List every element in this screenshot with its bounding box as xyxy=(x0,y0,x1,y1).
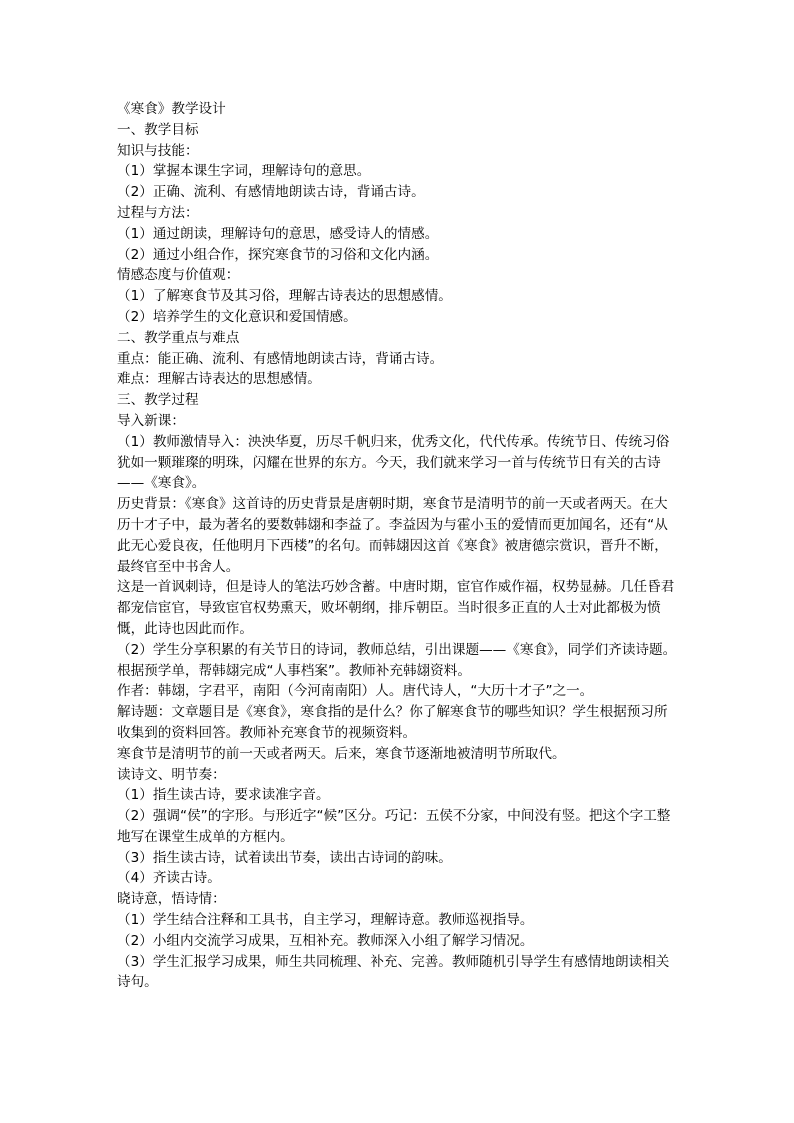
subheading-understanding: 晓诗意，悟诗情： xyxy=(117,891,226,908)
list-item: （4）齐读古诗。 xyxy=(117,870,221,887)
paragraph: 寒食节是清明节的前一天或者两天。后来，寒食节逐渐地被清明节所取代。 xyxy=(117,745,566,762)
subheading-intro: 导入新课： xyxy=(117,412,185,429)
paragraph: 根据预学单，帮韩翃完成“人事档案”。教师补充韩翃资料。 xyxy=(117,662,471,679)
paragraph: 历史背景：《寒食》这首诗的历史背景是唐朝时期，寒食节是清明节的前一天或者两天。在大历十才子中，最为著名的要数韩翃和李益了。李益因为与霍小玉的爱情而更加闻名，还有“从此无心爱良夜，任他明月下西楼”的名句。而韩翃因这首《寒食》被唐德宗赏识，晋升不断，最终官至中书舍人。 xyxy=(117,496,668,575)
subheading-process: 过程与方法： xyxy=(117,204,199,221)
subheading-knowledge: 知识与技能： xyxy=(117,142,199,159)
subheading-emotion: 情感态度与价值观： xyxy=(117,267,240,284)
list-item: （1）了解寒食节及其习俗，理解古诗表达的思想感情。 xyxy=(117,288,452,305)
section-heading-objectives: 一、教学目标 xyxy=(117,121,199,138)
document-page xyxy=(117,99,679,993)
difficult-point: 难点：理解古诗表达的思想感情。 xyxy=(117,371,321,388)
paragraph: 解诗题：文章题目是《寒食》，寒食指的是什么？你了解寒食节的哪些知识？学生根据预习所收集到的资料回答。教师补充寒食节的视频资料。 xyxy=(117,704,668,741)
list-item: （2）强调“侯”的字形。与形近字“候”区分。巧记：五侯不分家，中间没有竖。把这个字工整地写在课堂生成单的方框内。 xyxy=(117,808,671,845)
section-heading-focus: 二、教学重点与难点 xyxy=(117,329,240,346)
paragraph: （2）学生分享积累的有关节日的诗词，教师总结，引出课题——《寒食》，同学们齐读诗题。 xyxy=(117,641,677,658)
list-item: （2）通过小组合作，探究寒食节的习俗和文化内涵。 xyxy=(117,246,439,263)
list-item: （2）正确、流利、有感情地朗读古诗，背诵古诗。 xyxy=(117,184,425,201)
list-item: （1）指生读古诗，要求读准字音。 xyxy=(117,787,330,804)
list-item: （1）通过朗读，理解诗句的意思，感受诗人的情感。 xyxy=(117,225,439,242)
list-item: （3）指生读古诗，试着读出节奏，读出古诗词的韵味。 xyxy=(117,849,452,866)
document-title: 《寒食》教学设计 xyxy=(117,101,226,117)
list-item: （3）学生汇报学习成果，师生共同梳理、补充、完善。教师随机引导学生有感情地朗读相关诗句。 xyxy=(117,953,670,991)
section-heading-process: 三、教学过程 xyxy=(117,392,199,409)
list-item: （1）学生结合注释和工具书，自主学习，理解诗意。教师巡视指导。 xyxy=(117,912,534,929)
paragraph: 作者：韩翃，字君平，南阳（今河南南阳）人。唐代诗人，“大历十才子”之一。 xyxy=(117,683,594,700)
list-item: （2）小组内交流学习成果，互相补充。教师深入小组了解学习情况。 xyxy=(117,932,534,949)
paragraph: 这是一首讽刺诗，但是诗人的笔法巧妙含蓄。中唐时期，宦官作威作福，权势显赫。几任昏君都宠信宦官，导致宦官权势熏天，败坏朝纲，排斥朝臣。当时很多正直的人士对此都极为愤慨，此诗也因此而作。 xyxy=(117,579,675,637)
paragraph: （1）教师激情导入：泱泱华夏，历尽千帆归来，优秀文化，代代传承。传统节日、传统习俗犹如一颗璀璨的明珠，闪耀在世界的东方。今天，我们就来学习一首与传统节日有关的古诗——《寒食》。 xyxy=(117,433,670,492)
list-item: （2）培养学生的文化意识和爱国情感。 xyxy=(117,308,357,325)
list-item: （1）掌握本课生字词，理解诗句的意思。 xyxy=(117,163,371,180)
subheading-reading: 读诗文、明节奏： xyxy=(117,766,226,783)
key-point: 重点：能正确、流利、有感情地朗读古诗，背诵古诗。 xyxy=(117,350,444,367)
